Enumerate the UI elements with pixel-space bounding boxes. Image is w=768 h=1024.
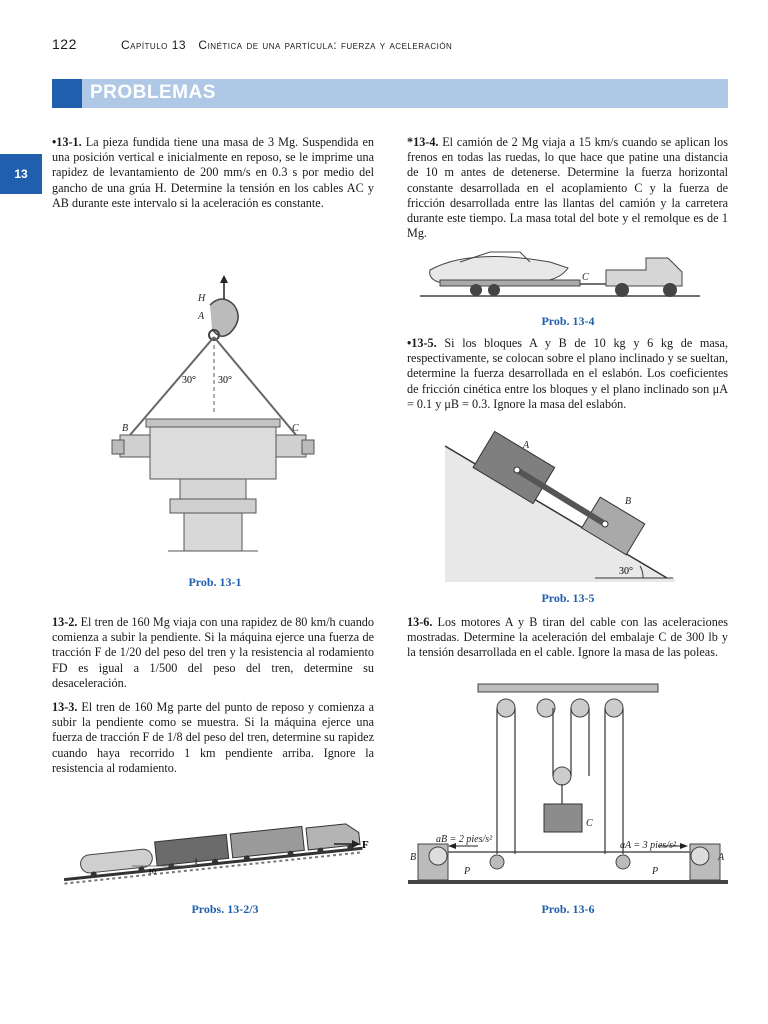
figure-13-5 (445, 432, 675, 582)
problem-number: •13-1. (52, 135, 82, 149)
section-title: PROBLEMAS (90, 82, 216, 103)
label-A: A (718, 852, 725, 863)
label-angle-left: 30° (182, 375, 196, 386)
problem-text: La pieza fundida tiene una masa de 3 Mg. Suspendida en una posición vertical e inicialmente en reposo, se le imprime una rapidez de levantamiento de 200 mm/s en 0.3 s por medio del gancho de una grúa H. Determine la tensión en los cables AC y AB durante este intervalo si la aceleración es constante. (52, 135, 375, 210)
label-A: A (523, 440, 530, 451)
label-P1: P (464, 866, 471, 877)
caption-13-1: Prob. 13-1 (188, 575, 242, 589)
problem-13-3 (52, 700, 374, 776)
problem-13-1 (52, 135, 374, 211)
chapter-label: Capítulo 13 (120, 38, 187, 52)
caption-13-2-3: Probs. 13-2/3 (191, 902, 259, 916)
label-C: C (582, 272, 589, 283)
problem-text: El tren de 160 Mg viaja con una rapidez de 80 km/h cuando comienza a subir la pendiente. Si la máquina ejerce una fuerza de tracción F de 1/20 del peso del tren y la resistencia al rodamiento FD es igual a 1/500 del peso del tren, determine su desaceleración. (52, 615, 374, 690)
figure-13-1 (110, 275, 320, 565)
label-H: H (198, 293, 206, 304)
label-B: B (625, 496, 632, 507)
label-aB: aB = 2 pies/s² (436, 834, 493, 845)
label-slope-run: 10 (148, 867, 156, 876)
label-aA: aA = 3 pies/s² (620, 840, 676, 851)
label-B: B (410, 852, 417, 863)
banner-square (52, 79, 82, 108)
page-number: 122 (52, 36, 77, 52)
caption-13-6: Prob. 13-6 (541, 902, 595, 916)
problem-13-5 (407, 336, 728, 412)
label-C: C (292, 423, 299, 434)
problem-13-6 (407, 615, 728, 661)
label-P2: P (652, 866, 659, 877)
figure-13-4 (420, 240, 700, 305)
label-A: A (198, 311, 205, 322)
label-angle: 30° (619, 566, 633, 577)
problem-13-4 (407, 135, 728, 241)
problem-text: El tren de 160 Mg parte del punto de reposo y comienza a subir la pendiente como se muestra. Si la máquina ejerce una fuerza de tracción F de 1/8 del peso del tren, determine su rapidez cuando haya recorrido 1 km pendiente arriba. Ignore la resistencia al rodamiento. (52, 700, 374, 775)
figure-13-6 (408, 684, 728, 889)
problem-number: •13-5. (407, 336, 437, 350)
problem-number: 13-6. (407, 615, 433, 629)
caption-13-5: Prob. 13-5 (541, 591, 595, 605)
problem-text: El camión de 2 Mg viaja a 15 km/s cuando se aplican los frenos en todas las ruedas, lo que hace que patine una distancia de 10 m antes de detenerse. Determine la fuerza horizontal constante desarrollada en el acoplamiento C y la fuerza de fricción desarrollada entre las llantas del camión y la carretera durante este tiempo. La masa total del bote y el remolque es de 1 Mg. (407, 135, 728, 241)
label-slope-rise: 1 (194, 857, 198, 866)
label-angle-right: 30° (218, 375, 232, 386)
problem-number: *13-4. (407, 135, 439, 149)
label-B: B (122, 423, 129, 434)
label-F: F (362, 839, 369, 851)
problem-text: Si los bloques A y B de 10 kg y 6 kg de masa, respectivamente, se colocan sobre el plano inclinado y se sueltan, determine la fuerza desarrollada en el eslabón. Los coeficientes de fricción cinética entre los bloques y el plano inclinado son μA = 0.1 y μB = 0.3. Ignore la masa del eslabón. (407, 336, 729, 411)
section-banner (52, 79, 728, 108)
problem-number: 13-2. (52, 615, 78, 629)
chapter-tab: 13 (0, 154, 42, 194)
problem-text: Los motores A y B tiran del cable con las aceleraciones mostradas. Determine la aceleración del embalaje C de 300 lb y la tensión desarrollada en el cable. Ignore la masa de las poleas. (407, 615, 728, 660)
chapter-title: Cinética de una partícula: fuerza y aceleración (198, 38, 453, 52)
label-C: C (586, 818, 593, 829)
problem-number: 13-3. (52, 700, 78, 714)
problem-13-2 (52, 615, 374, 691)
figure-13-2-3 (62, 812, 372, 882)
running-header (52, 36, 452, 52)
caption-13-4: Prob. 13-4 (541, 314, 595, 328)
